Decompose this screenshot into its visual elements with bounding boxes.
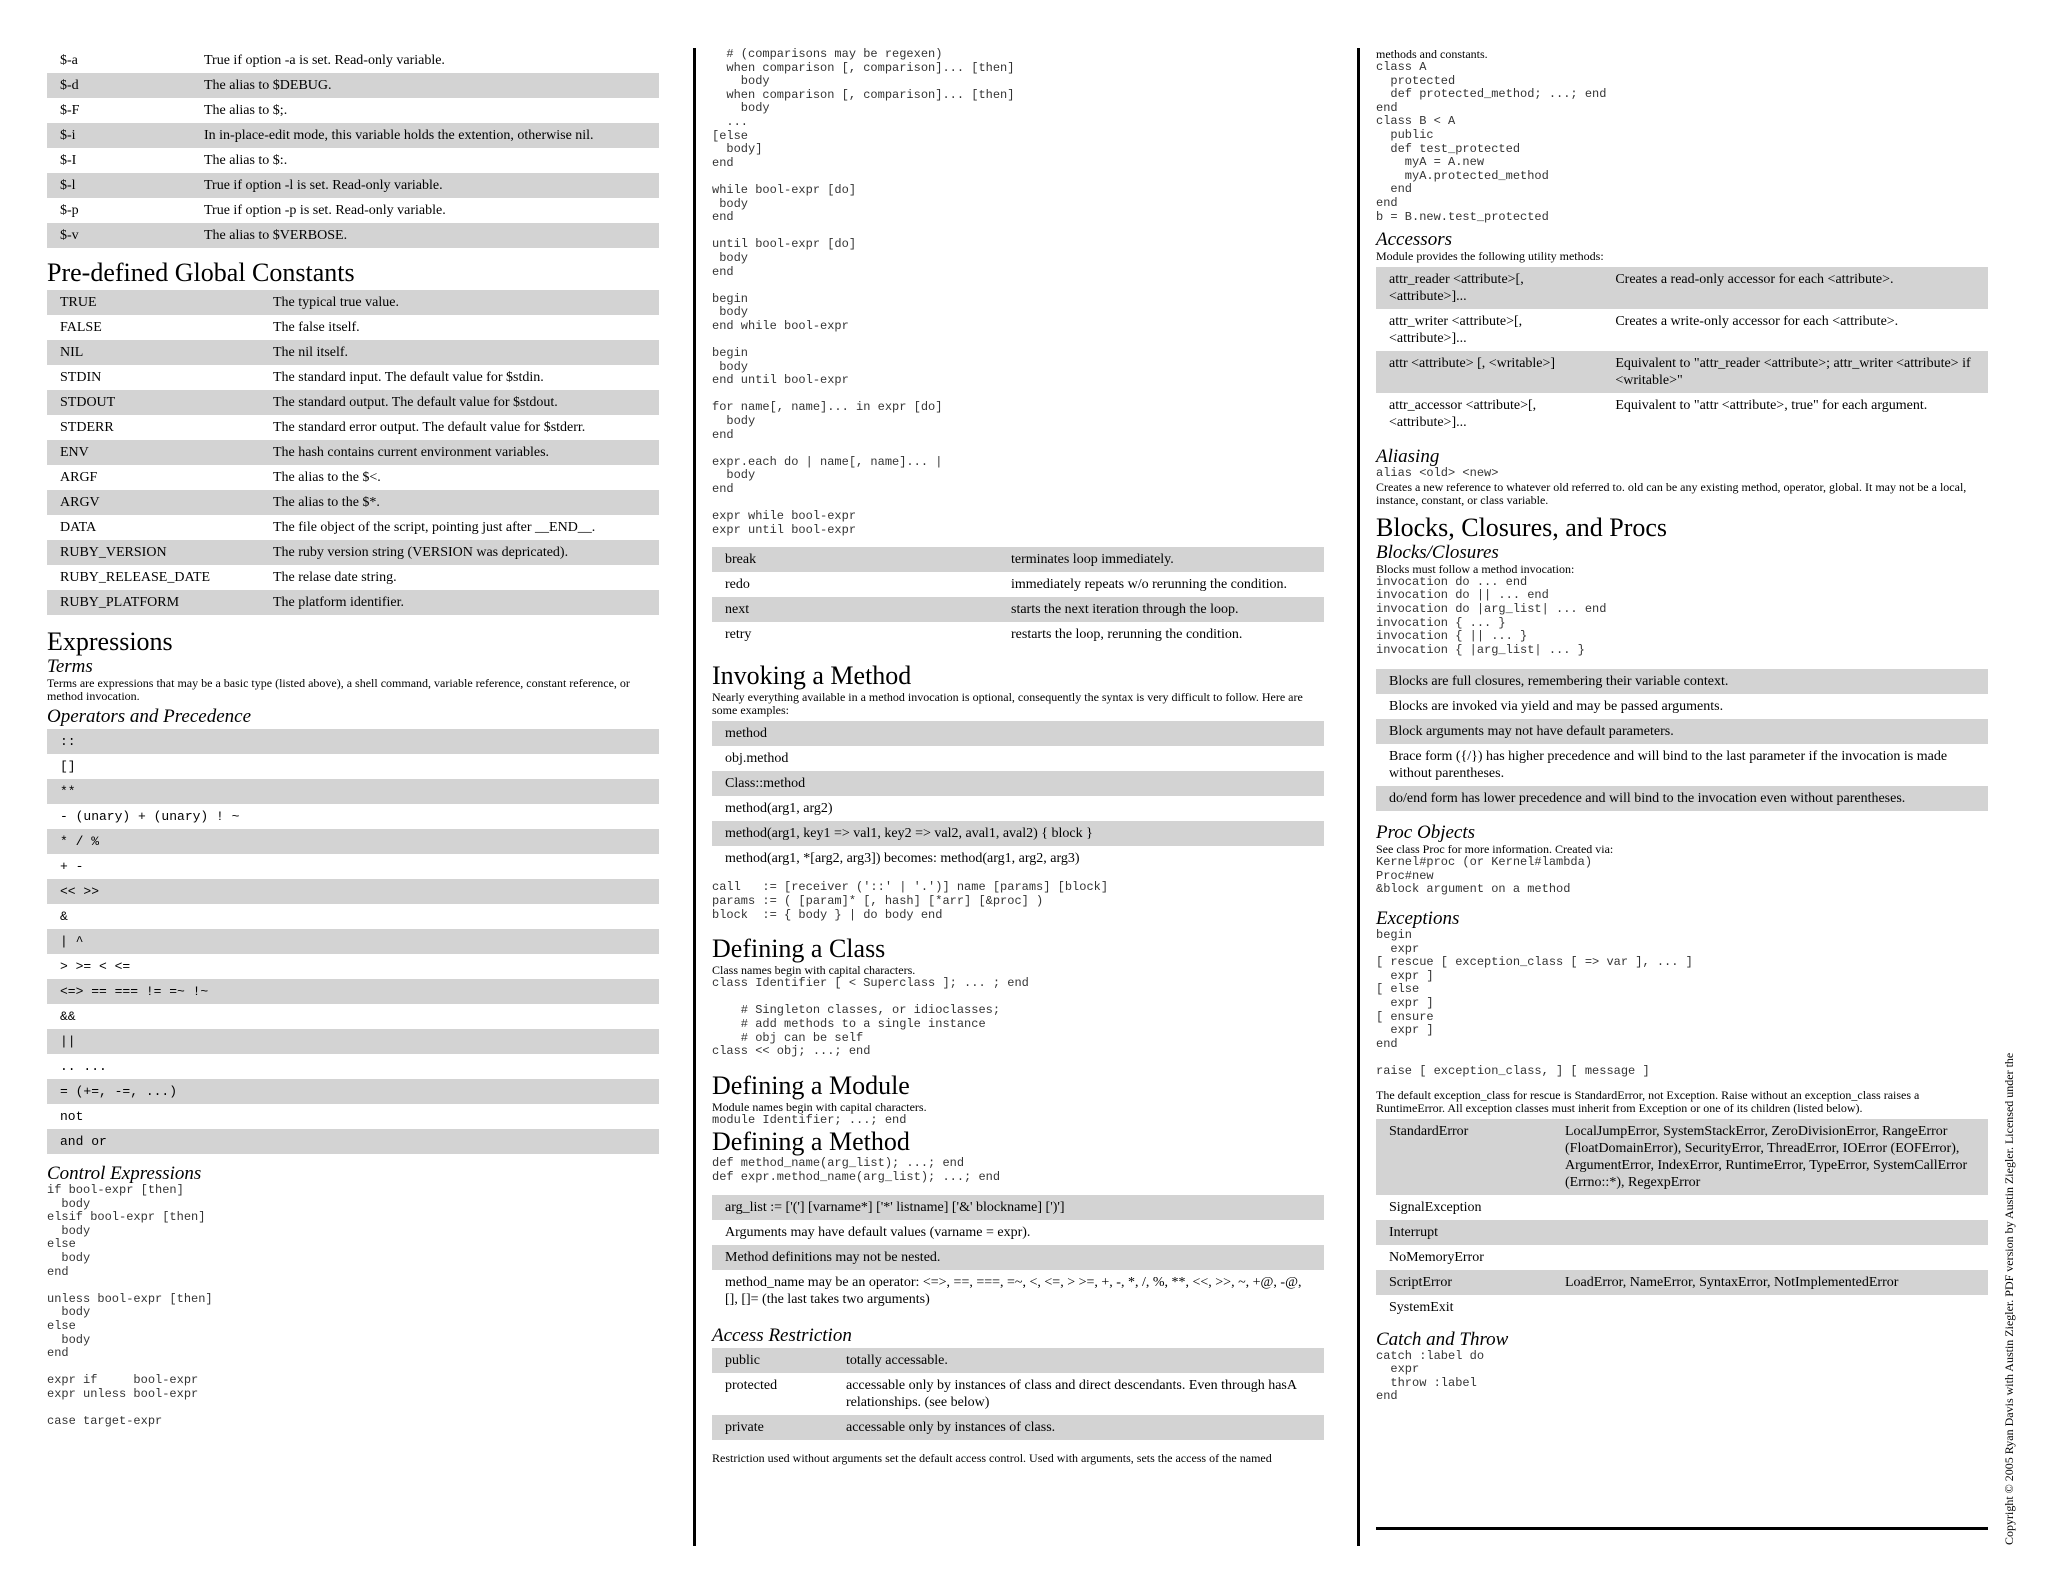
exception-row — [1376, 1270, 1988, 1295]
special-var-row-cell: $-v — [47, 223, 191, 248]
operator-row — [47, 729, 659, 754]
operator-row — [47, 804, 659, 829]
catch-code: catch :label do expr throw :label end — [1376, 1348, 1485, 1404]
globals-table — [47, 290, 659, 615]
special-var-row — [47, 123, 659, 148]
access-row-cell: totally accessable. — [833, 1348, 1324, 1373]
aliasing-heading: Aliasing — [1376, 446, 1440, 468]
operator-row — [47, 1054, 659, 1079]
special-var-row — [47, 198, 659, 223]
special-var-row — [47, 223, 659, 248]
blocks-code: invocation do ... end invocation do || ... end invocation do |arg_list| ... end invocation { ... } invocation { || ... } invocation { |arg_list| ... } — [1376, 574, 1607, 657]
special-var-row-cell: The alias to $;. — [191, 98, 659, 123]
exception-row — [1376, 1195, 1988, 1220]
operator-row-cell: .. ... — [47, 1054, 659, 1079]
loop-keyword-row-cell: break — [712, 547, 998, 572]
accessor-row-cell: Creates a read-only accessor for each <attribute>. — [1602, 267, 1988, 309]
globals-heading: Pre-defined Global Constants — [47, 258, 355, 287]
exception-row-cell: StandardError — [1376, 1119, 1552, 1195]
global-constant-row-cell: ENV — [47, 440, 260, 465]
column-right — [1376, 48, 1988, 1404]
aliasing-code: alias <old> <new> — [1376, 466, 1499, 481]
special-var-row-cell: The alias to $VERBOSE. — [191, 223, 659, 248]
operator-row-cell: * / % — [47, 829, 659, 854]
accessors-table — [1376, 267, 1988, 435]
global-constant-row — [47, 340, 659, 365]
column-left — [47, 48, 659, 1429]
block-note-row — [1376, 786, 1988, 811]
invoking-example-row-cell: method — [712, 721, 1324, 746]
global-constant-row-cell: The false itself. — [260, 315, 659, 340]
global-constant-row-cell: NIL — [47, 340, 260, 365]
special-var-row — [47, 73, 659, 98]
special-var-row-cell: $-p — [47, 198, 191, 223]
operator-row — [47, 754, 659, 779]
block-note-row-cell: Blocks are invoked via yield and may be passed arguments. — [1376, 694, 1988, 719]
exception-row-cell: LocalJumpError, SystemStackError, ZeroDivisionError, RangeError (FloatDomainError), SecurityError, ThreadError, IOError (EOFError), ArgumentError, IndexError, RuntimeError, TypeError, SystemCallError (Errno::*), RegexpError — [1552, 1119, 1988, 1195]
invoking-examples-table — [712, 721, 1324, 871]
special-var-row-cell: $-a — [47, 48, 191, 73]
global-constant-row — [47, 515, 659, 540]
special-var-row-cell: $-I — [47, 148, 191, 173]
accessor-row-cell: attr_reader <attribute>[, <attribute>]... — [1376, 267, 1602, 309]
operator-row — [47, 1029, 659, 1054]
invoking-example-row — [712, 771, 1324, 796]
global-constant-row — [47, 440, 659, 465]
global-constant-row-cell: The typical true value. — [260, 290, 659, 315]
global-constant-row-cell: STDIN — [47, 365, 260, 390]
accessor-row-cell: Equivalent to "attr_reader <attribute>; attr_writer <attribute> if <writable>" — [1602, 351, 1988, 393]
operator-row — [47, 779, 659, 804]
global-constant-row-cell: RUBY_PLATFORM — [47, 590, 260, 615]
accessors-text: Module provides the following utility methods: — [1376, 249, 1604, 264]
global-constant-row — [47, 590, 659, 615]
exceptions-text: The default exception_class for rescue is StandardError, not Exception. Raise without an exception_class raises a RuntimeError. All exception classes must inherit from Exception or one of its children (listed below). — [1376, 1087, 1920, 1115]
column-divider-2 — [1357, 48, 1360, 1546]
operator-row-cell: & — [47, 904, 659, 929]
top-code: class A protected def protected_method; ...; end end class B < A public def test_protected myA = A.new myA.protected_method end end b = B.new.test_protected — [1376, 60, 1607, 224]
global-constant-row-cell: The standard input. The default value for $stdin. — [260, 365, 659, 390]
global-constant-row — [47, 365, 659, 390]
loop-keyword-row-cell: immediately repeats w/o rerunning the condition. — [998, 572, 1324, 597]
copyright-text: Copyright © 2005 Ryan Davis with Austin Ziegler. PDF version by Austin Ziegler. Licensed under the — [2002, 1052, 2016, 1545]
operator-row — [47, 1129, 659, 1154]
access-row — [712, 1415, 1324, 1440]
special-var-row-cell: True if option -l is set. Read-only variable. — [191, 173, 659, 198]
invoking-text: Nearly everything available in a method invocation is optional, consequently the syntax is very difficult to follow. Here are some examples: — [712, 690, 1303, 718]
access-heading: Access Restriction — [712, 1324, 852, 1346]
block-note-row-cell: Block arguments may not have default parameters. — [1376, 719, 1988, 744]
global-constant-row — [47, 390, 659, 415]
accessor-row — [1376, 393, 1988, 435]
exception-row-cell — [1552, 1220, 1988, 1245]
exception-row — [1376, 1119, 1988, 1195]
aliasing-text: Creates a new reference to whatever old referred to. old can be any existing method, operator, global. It may not be a local, instance, constant, or class variable. — [1376, 479, 1967, 507]
operator-row-cell: - (unary) + (unary) ! ~ — [47, 804, 659, 829]
special-var-row-cell: True if option -a is set. Read-only variable. — [191, 48, 659, 73]
global-constant-row-cell: The hash contains current environment variables. — [260, 440, 659, 465]
access-text: Restriction used without arguments set the default access control. Used with arguments, sets the access of the named — [712, 1450, 1272, 1465]
special-var-row-cell: $-i — [47, 123, 191, 148]
block-note-row — [1376, 744, 1988, 786]
loop-keyword-row — [712, 547, 1324, 572]
global-constant-row-cell: TRUE — [47, 290, 260, 315]
terms-text: Terms are expressions that may be a basic type (listed above), a shell command, variable reference, constant reference, or method invocation. — [47, 676, 630, 703]
special-var-row-cell: In in-place-edit mode, this variable holds the extention, otherwise nil. — [191, 123, 659, 148]
loop-keyword-row — [712, 597, 1324, 622]
invoking-example-row — [712, 821, 1324, 846]
global-constant-row — [47, 540, 659, 565]
special-vars-table — [47, 48, 659, 248]
terms-heading: Terms — [47, 656, 93, 677]
blocks-notes-table — [1376, 669, 1988, 811]
exceptions-code: begin expr [ rescue [ exception_class [ => var ], ... ] expr ] [ else expr ] [ ensure expr ] end raise [ exception_class, ] [ message ] — [1376, 928, 1693, 1078]
global-constant-row-cell: The standard error output. The default value for $stderr. — [260, 415, 659, 440]
method-code: def method_name(arg_list); ...; end def expr.method_name(arg_list); ...; end — [712, 1156, 1001, 1184]
exception-row-cell: NoMemoryError — [1376, 1245, 1552, 1270]
access-row-cell: private — [712, 1415, 833, 1440]
special-var-row-cell: The alias to $:. — [191, 148, 659, 173]
exception-row-cell: Interrupt — [1376, 1220, 1552, 1245]
global-constant-row-cell: DATA — [47, 515, 260, 540]
operator-row-cell: :: — [47, 729, 659, 754]
blocks-heading: Blocks, Closures, and Procs — [1376, 512, 1668, 542]
accessor-row — [1376, 309, 1988, 351]
block-note-row-cell: do/end form has lower precedence and will bind to the invocation even without parentheses. — [1376, 786, 1988, 811]
class-code: class Identifier [ < Superclass ]; ... ; end # Singleton classes, or idioclasses; # add methods to a single instance # obj can be self class << obj; ...; end — [712, 976, 1029, 1059]
method-note-row-cell: method_name may be an operator: <=>, ==, ===, =~, <, <=, > >=, +, -, *, /, %, **, <<, >>, ~, +@, -@, [], []= (the last takes two arguments) — [712, 1270, 1324, 1312]
global-constant-row — [47, 415, 659, 440]
global-constant-row-cell: ARGV — [47, 490, 260, 515]
operator-row — [47, 1004, 659, 1029]
invoking-example-row-cell: method(arg1, *[arg2, arg3]) becomes: method(arg1, arg2, arg3) — [712, 846, 1324, 871]
blocks-text: Blocks must follow a method invocation: — [1376, 561, 1575, 576]
loop-keyword-row — [712, 572, 1324, 597]
global-constant-row-cell: The standard output. The default value for $stdout. — [260, 390, 659, 415]
loop-keywords-table — [712, 547, 1324, 647]
loop-keyword-row-cell: terminates loop immediately. — [998, 547, 1324, 572]
operator-row-cell: [] — [47, 754, 659, 779]
global-constant-row-cell: The alias to the $*. — [260, 490, 659, 515]
global-constant-row-cell: The nil itself. — [260, 340, 659, 365]
global-constant-row — [47, 290, 659, 315]
global-constant-row-cell: RUBY_VERSION — [47, 540, 260, 565]
operator-row — [47, 879, 659, 904]
operator-row-cell: not — [47, 1104, 659, 1129]
invoking-example-row — [712, 846, 1324, 871]
invoking-example-row — [712, 721, 1324, 746]
global-constant-row-cell: RUBY_RELEASE_DATE — [47, 565, 260, 590]
access-row — [712, 1348, 1324, 1373]
invoking-example-row-cell: method(arg1, key1 => val1, key2 => val2, aval1, aval2) { block } — [712, 821, 1324, 846]
loop-keyword-row — [712, 622, 1324, 647]
method-heading: Defining a Method — [712, 1127, 910, 1157]
global-constant-row — [47, 465, 659, 490]
operator-row-cell: = (+=, -=, ...) — [47, 1079, 659, 1104]
column-divider-1 — [693, 48, 696, 1546]
catch-heading: Catch and Throw — [1376, 1328, 1509, 1350]
global-constant-row-cell: The ruby version string (VERSION was depricated). — [260, 540, 659, 565]
exception-row-cell: SystemExit — [1376, 1295, 1552, 1320]
operator-row — [47, 904, 659, 929]
operator-row — [47, 929, 659, 954]
method-note-row — [712, 1220, 1324, 1245]
block-note-row — [1376, 719, 1988, 744]
operators-table — [47, 729, 659, 1154]
invoking-example-row-cell: Class::method — [712, 771, 1324, 796]
global-constant-row-cell: FALSE — [47, 315, 260, 340]
blocks-subheading: Blocks/Closures — [1376, 541, 1499, 563]
operator-row — [47, 1104, 659, 1129]
access-row-cell: accessable only by instances of class and direct descendants. Even through hasA relationships. (see below) — [833, 1373, 1324, 1415]
loop-keyword-row-cell: redo — [712, 572, 998, 597]
block-note-row — [1376, 669, 1988, 694]
module-code: module Identifier; ...; end — [712, 1112, 907, 1127]
block-note-row-cell: Blocks are full closures, remembering their variable context. — [1376, 669, 1988, 694]
access-row-cell: accessable only by instances of class. — [833, 1415, 1324, 1440]
column-middle — [712, 48, 1324, 1465]
operator-row-cell: << >> — [47, 879, 659, 904]
proc-code: Kernel#proc (or Kernel#lambda) Proc#new &block argument on a method — [1376, 855, 1593, 897]
class-heading: Defining a Class — [712, 934, 886, 964]
access-table — [712, 1348, 1324, 1440]
operator-row — [47, 1079, 659, 1104]
special-var-row — [47, 48, 659, 73]
operator-row-cell: || — [47, 1029, 659, 1054]
global-constant-row — [47, 315, 659, 340]
operator-row-cell: <=> == === != =~ !~ — [47, 979, 659, 1004]
exceptions-table — [1376, 1119, 1988, 1320]
exception-row-cell: ScriptError — [1376, 1270, 1552, 1295]
accessor-row-cell: attr_writer <attribute>[, <attribute>]... — [1376, 309, 1602, 351]
operator-row — [47, 954, 659, 979]
operators-heading: Operators and Precedence — [47, 706, 252, 727]
block-note-row-cell: Brace form ({/}) has higher precedence and will bind to the last parameter if the invocation is made without parentheses. — [1376, 744, 1988, 786]
proc-heading: Proc Objects — [1376, 822, 1476, 844]
invoking-example-row-cell: obj.method — [712, 746, 1324, 771]
operator-row-cell: > >= < <= — [47, 954, 659, 979]
access-row — [712, 1373, 1324, 1415]
method-note-row-cell: arg_list := ['('] [varname*] ['*' listname] ['&' blockname] [')'] — [712, 1195, 1324, 1220]
control-heading: Control Expressions — [47, 1163, 202, 1184]
loop-keyword-row-cell: next — [712, 597, 998, 622]
invoking-example-row — [712, 796, 1324, 821]
invoking-example-row — [712, 746, 1324, 771]
operator-row-cell: ** — [47, 779, 659, 804]
control-code: if bool-expr [then] body elsif bool-expr [then] body else body end unless bool-expr [then] body else body end expr if bool-expr expr unless bool-expr case target-expr — [47, 1183, 213, 1429]
accessor-row — [1376, 267, 1988, 309]
operator-row-cell: + - — [47, 854, 659, 879]
exception-row — [1376, 1245, 1988, 1270]
method-notes-table — [712, 1195, 1324, 1312]
global-constant-row-cell: The relase date string. — [260, 565, 659, 590]
special-var-row-cell: $-d — [47, 73, 191, 98]
global-constant-row-cell: The file object of the script, pointing just after __END__. — [260, 515, 659, 540]
special-var-row-cell: True if option -p is set. Read-only variable. — [191, 198, 659, 223]
loop-keyword-row-cell: starts the next iteration through the loop. — [998, 597, 1324, 622]
exception-row — [1376, 1220, 1988, 1245]
invoking-example-row-cell: method(arg1, arg2) — [712, 796, 1324, 821]
special-var-row — [47, 148, 659, 173]
proc-text: See class Proc for more information. Created via: — [1376, 842, 1614, 857]
expressions-heading: Expressions — [47, 627, 173, 656]
operator-row-cell: && — [47, 1004, 659, 1029]
operator-row — [47, 829, 659, 854]
access-row-cell: public — [712, 1348, 833, 1373]
exception-row-cell: LoadError, NameError, SyntaxError, NotImplementedError — [1552, 1270, 1988, 1295]
operator-row-cell: | ^ — [47, 929, 659, 954]
exception-row-cell: SignalException — [1376, 1195, 1552, 1220]
operator-row — [47, 979, 659, 1004]
exception-row-cell — [1552, 1195, 1988, 1220]
invoking-code: call := [receiver ('::' | '.')] name [params] [block] params := ( [param]* [, hash] [*arr] [&proc] ) block := { body } | do body end — [712, 880, 1109, 922]
operator-row-cell: and or — [47, 1129, 659, 1154]
loop-keyword-row-cell: restarts the loop, rerunning the condition. — [998, 622, 1324, 647]
operator-row — [47, 854, 659, 879]
special-var-row — [47, 98, 659, 123]
global-constant-row-cell: STDOUT — [47, 390, 260, 415]
invoking-heading: Invoking a Method — [712, 661, 912, 691]
method-note-row — [712, 1195, 1324, 1220]
method-note-row-cell: Method definitions may not be nested. — [712, 1245, 1324, 1270]
accessor-row — [1376, 351, 1988, 393]
class-text: Class names begin with capital characters. — [712, 963, 916, 978]
special-var-row-cell: The alias to $DEBUG. — [191, 73, 659, 98]
block-note-row — [1376, 694, 1988, 719]
exception-row — [1376, 1295, 1988, 1320]
global-constant-row-cell: The platform identifier. — [260, 590, 659, 615]
special-var-row-cell: $-F — [47, 98, 191, 123]
accessors-heading: Accessors — [1376, 229, 1452, 251]
special-var-row — [47, 173, 659, 198]
module-text: Module names begin with capital characters. — [712, 1099, 927, 1114]
global-constant-row — [47, 565, 659, 590]
accessor-row-cell: Creates a write-only accessor for each <attribute>. — [1602, 309, 1988, 351]
special-var-row-cell: $-l — [47, 173, 191, 198]
exception-row-cell — [1552, 1245, 1988, 1270]
method-note-row — [712, 1270, 1324, 1312]
accessor-row-cell: attr <attribute> [, <writable>] — [1376, 351, 1602, 393]
exceptions-heading: Exceptions — [1376, 908, 1460, 930]
global-constant-row-cell: STDERR — [47, 415, 260, 440]
method-note-row-cell: Arguments may have default values (varname = expr). — [712, 1220, 1324, 1245]
accessor-row-cell: attr_accessor <attribute>[, <attribute>]... — [1376, 393, 1602, 435]
loop-keyword-row-cell: retry — [712, 622, 998, 647]
bottom-rule — [1376, 1527, 1988, 1530]
top-text: methods and constants. — [1376, 47, 1488, 61]
exception-row-cell — [1552, 1295, 1988, 1320]
access-row-cell: protected — [712, 1373, 833, 1415]
global-constant-row — [47, 490, 659, 515]
accessor-row-cell: Equivalent to "attr <attribute>, true" for each argument. — [1602, 393, 1988, 435]
module-heading: Defining a Module — [712, 1070, 910, 1100]
method-note-row — [712, 1245, 1324, 1270]
global-constant-row-cell: ARGF — [47, 465, 260, 490]
loop-code: # (comparisons may be regexen) when comparison [, comparison]... [then] body when comparison [, comparison]... [then] body ... [else body] end while bool-expr [do] body end until bool-expr [do] body end begin body end while bool-expr begin body end until bool-expr for name[, name]... in expr [do] body end expr.each do | name[, name]... | body end expr while bool-expr expr until bool-expr — [712, 47, 1015, 537]
global-constant-row-cell: The alias to the $<. — [260, 465, 659, 490]
